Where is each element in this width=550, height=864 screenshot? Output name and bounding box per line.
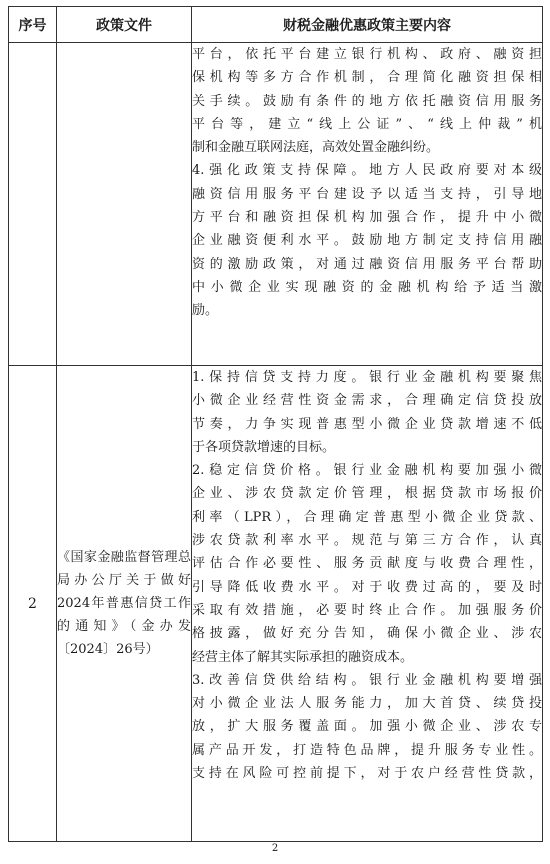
content-line: 属产品开发，打造特色品牌，提升服务专业性。: [192, 742, 542, 758]
content-line: 平台等，建立“线上公证”、“线上仲裁”机: [192, 116, 542, 132]
policy-table: [8, 6, 543, 842]
page-number: 2: [271, 843, 279, 854]
content-line: 对小微企业法人服务能力，加大首贷、续贷投: [192, 696, 542, 712]
content-line: 采取有效措施，必要时终止合作。加强服务价: [192, 602, 542, 618]
content-line: 平台，依托平台建立银行机构、政府、融资担: [192, 47, 542, 62]
row1-content: [192, 43, 543, 366]
header-main-content: 财税金融优惠政策主要内容: [192, 7, 543, 43]
content-line: 于各项贷款增速的目标。: [192, 439, 336, 455]
row2-number: 2: [9, 366, 57, 842]
content-line: 4.强化政策支持保障。地方人民政府要对本级: [192, 163, 542, 179]
content-line: 企业、涉农贷款定价管理，根据贷款市场报价: [192, 486, 542, 502]
content-line: 格披露，做好充分告知，确保小微企业、涉农: [192, 626, 542, 642]
content-line: 涉农贷款利率水平。规范与第三方合作，认真: [192, 533, 542, 549]
content-line: 放，扩大服务覆盖面。加强小微企业、涉农专: [192, 719, 542, 735]
content-line: 3.改善信贷供给结构。银行业金融机构要增强: [192, 672, 542, 688]
content-line: 企业融资便利水平。鼓励地方制定支持信用融: [192, 233, 542, 249]
table-row: [9, 366, 543, 842]
content-line: 方平台和融资担保机构加强合作，提升中小微: [192, 210, 542, 226]
table-row: [9, 43, 543, 366]
header-policy-document: 政策文件: [57, 7, 192, 43]
content-line: 节奏，力争实现普惠型小微企业贷款增速不低: [192, 416, 542, 432]
content-line: 经营主体了解其实际承担的融资成本。: [192, 649, 414, 665]
content-line: 中小微企业实现融资的金融机构给予适当激: [192, 279, 542, 295]
row1-number: [9, 43, 57, 366]
row1-document: [57, 43, 192, 366]
content-line: 关手续。鼓励有条件的地方依托融资信用服务: [192, 93, 542, 109]
content-line: 资的激励政策，对通过融资信用服务平台帮助: [192, 256, 542, 272]
content-line: 1.保持信贷支持力度。银行业金融机构要聚焦: [192, 370, 542, 385]
table-header-row: [9, 7, 543, 43]
content-line: 支持在风险可控前提下，对于农户经营性贷款，: [192, 766, 542, 782]
header-serial-number: 序号: [9, 7, 57, 43]
content-line: 利率（LPR），合理确定普惠型小微企业贷款、: [192, 509, 542, 525]
content-line: 2.稳定信贷价格。银行业金融机构要加强小微: [192, 463, 542, 479]
content-line: 小微企业经营性资金需求，合理确定信贷投放: [192, 393, 542, 409]
content-line: 励。: [192, 303, 219, 319]
content-line: 评估合作必要性、服务贡献度与收费合理性，: [192, 556, 542, 572]
content-line: 融资信用服务平台建设予以适当支持，引导地: [192, 186, 542, 202]
row2-document: 《国家金融监督管理总局办公厅关于做好2024年普惠信贷工作的通知》（金办发〔2024〕26号）: [57, 366, 192, 842]
content-line: 引导降低收费水平。对于收费过高的，要及时: [192, 579, 542, 595]
content-line: 制和金融互联网法庭，高效处置金融纠纷。: [192, 140, 440, 156]
row2-content: [192, 366, 543, 842]
content-line: 保机构等多方合作机制，合理简化融资担保相: [192, 70, 542, 86]
